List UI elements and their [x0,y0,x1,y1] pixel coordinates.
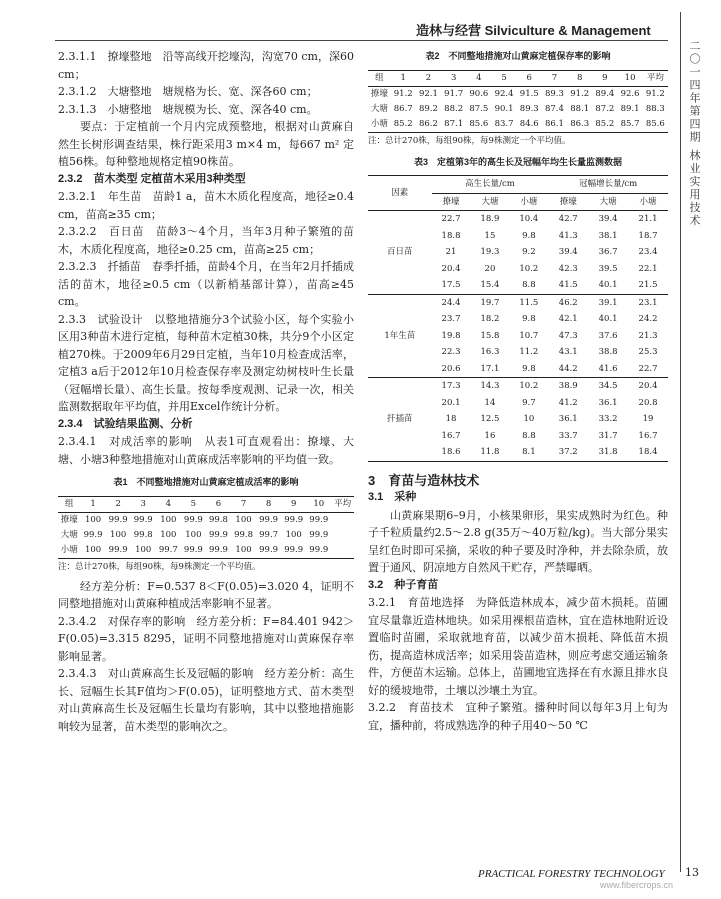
para-2-3-2-2: 2.3.2.2 百日苗 苗龄3～4个月，当年3月种子繁殖的苗木，木质化程度高，地径≥0.25 cm，苗高≥25 cm； [58,225,354,256]
table3-group-label: 扦插苗 [387,414,413,424]
table3-header-row [368,176,668,194]
table-cell: 92.4 [494,88,514,99]
table-cell: 19.8 [441,330,461,341]
table-cell: 25.3 [638,347,658,357]
table-cell: 22.3 [441,347,461,357]
table-cell: 21.5 [638,280,658,290]
table-cell: 90.1 [494,103,514,114]
table2-header: 6 [517,70,542,86]
table-cell: 31.8 [598,447,618,457]
table-cell: 40.1 [598,280,618,290]
table-cell: 100 [235,514,252,525]
heading-section-3: 3 育苗与造林技术 [368,472,480,488]
table3-subheader: 小塘 [509,193,548,211]
table-cell: 23.1 [638,297,658,308]
table-cell: 99.9 [256,543,281,559]
table1-header: 2 [106,496,131,512]
table-cell: 99.7 [156,543,181,559]
table-cell: 100 [285,529,302,540]
table-cell: 大塘 [60,529,78,540]
table1-header: 平均 [331,496,354,512]
table-cell: 16.3 [480,347,500,357]
table-cell: 12.5 [480,414,500,424]
table-cell: 18.9 [480,214,500,224]
table-row [368,378,668,395]
table-cell: 18.2 [480,314,500,324]
table-cell: 14.3 [480,381,500,391]
table-cell: 88.3 [645,103,665,114]
table-cell: 99.9 [284,514,304,525]
table1-header: 5 [181,496,206,512]
table-cell: 10.2 [519,381,539,391]
table-cell: 43.1 [558,347,578,357]
table-cell: 23.7 [441,314,461,324]
table-cell: 38.1 [598,230,618,241]
table-cell: 100 [160,529,177,540]
table-cell: 36.1 [558,414,578,424]
table-cell: 89.3 [544,88,564,99]
table-cell: 91.2 [570,88,590,99]
table-cell: 100 [110,529,127,540]
para-2-3-1-3: 2.3.1.3 小塘整地 塘规模为长、宽、深各40 cm。 [58,102,318,116]
table-cell: 15 [484,230,496,241]
table-cell: 44.2 [558,363,578,374]
table2-header: 9 [592,70,617,86]
table-cell: 88.2 [444,103,464,114]
table-cell: 99.9 [281,543,306,559]
table-cell: 83.7 [491,117,516,133]
table-cell: 10.2 [519,263,539,274]
table-cell: 9.8 [522,363,536,374]
table-cell: 20.4 [441,263,461,274]
table2-note: 注：总计270株，每组90株，每9株测定一个平均值。 [368,135,571,146]
table2-header: 4 [466,70,491,86]
table1-header: 7 [231,496,256,512]
table-cell: 18.6 [441,447,461,457]
para-2-3-2-1: 2.3.2.1 年生苗 苗龄1 a，苗木木质化程度高，地径≥0.4 cm，苗高≥35 cm； [58,190,354,221]
table-cell: 99.9 [133,514,153,525]
table1-header: 组 [58,496,81,512]
table-cell: 99.7 [259,529,279,540]
heading-3-1: 3.1 采种 [368,491,417,503]
table-cell: 41.3 [558,230,578,241]
table2-header: 3 [441,70,466,86]
table-cell: 99.9 [309,529,329,540]
table-cell: 11.2 [519,347,539,357]
table-cell: 99.9 [206,543,231,559]
table-cell: 21.3 [638,330,658,341]
table-cell: 8.8 [522,430,536,441]
table-cell: 37.6 [598,330,618,341]
table-cell: 17.1 [480,363,500,374]
table-cell: 16 [484,430,496,441]
running-header: 造林与经营 Silviculture & Management [416,23,651,38]
journal-footer: PRACTICAL FORESTRY TECHNOLOGY [478,868,665,880]
table-cell: 10.7 [519,330,539,341]
para-2-3-4-1: 2.3.4.1 对成活率的影响 从表1可直观看出：撩壕、大塘、小塘3种整地措施对山黄麻成活率影响的平均值一致。 [58,435,354,466]
table1-header: 3 [131,496,156,512]
table-row [368,294,668,311]
table-cell: 85.2 [592,117,617,133]
table-cell: 84.6 [517,117,542,133]
table-cell: 88.1 [570,103,590,114]
table-cell: 22.7 [441,214,461,224]
table1-header: 4 [156,496,181,512]
table-cell: 99.9 [183,514,203,525]
table-cell: 9.7 [522,397,536,408]
table-cell: 86.2 [416,117,441,133]
para-3-2-2: 3.2.2 育苗技术 宜种子繁殖。播种时间以每年3月上旬为宜，播种前，将成熟选净的种子用40～50 ℃ [368,701,668,732]
heading-2-3-2: 2.3.2 苗木类型 定植苗木采用3种类型 [58,172,246,185]
table-cell: 11.5 [519,297,539,308]
table-cell: 20.6 [441,363,461,374]
table-row [368,117,668,133]
table3-caption: 表3 定植第3年的高生长及冠幅年均生长量监测数据 [413,156,622,167]
table3 [368,175,668,462]
table2-header: 5 [491,70,516,86]
table2-caption: 表2 不同整地措施对山黄麻定植保存率的影响 [425,51,611,61]
table-cell: 撩壕 [60,514,78,525]
table-row [58,512,354,528]
table2-header: 10 [617,70,642,86]
table-cell: 37.2 [558,447,578,457]
page-number: 13 [685,866,699,879]
table-cell: 86.3 [567,117,592,133]
table-cell: 20.8 [638,397,658,408]
table-cell: 100 [81,543,106,559]
table-cell: 91.7 [444,88,464,99]
table3-subheader: 小塘 [628,193,668,211]
table-cell: 92.6 [620,88,640,99]
table-cell: 41.2 [558,397,578,408]
table3-group-label: 1年生苗 [384,330,416,341]
table-cell: 41.5 [558,280,578,290]
table2-header: 2 [416,70,441,86]
heading-3-2: 3.2 种子育苗 [368,578,439,591]
table-cell: 16.7 [638,430,658,441]
table-cell: 34.5 [598,381,618,391]
table-cell: 42.7 [558,214,578,224]
table-cell: 21.1 [638,214,658,224]
table-cell: 20.4 [638,381,658,391]
table1-header: 10 [306,496,331,512]
table-cell: 46.2 [558,297,578,308]
table-cell: 99.9 [306,543,331,559]
header-rule [55,40,668,41]
table-cell: 99.9 [309,514,329,525]
table-cell: 41.6 [598,363,618,374]
table-cell: 91.2 [393,88,413,99]
table-cell: 18.7 [638,230,658,241]
para-2-3-1-1: 2.3.1.1 撩壕整地 沿等高线开挖壕沟，沟宽70 cm，深60 cm； [58,50,354,81]
table-cell: 8.1 [522,447,536,457]
table-cell: 99.8 [208,514,228,525]
table-cell: 24.4 [441,297,461,308]
table2-header: 组 [368,70,391,86]
table-cell: 99.9 [181,543,206,559]
table-cell: 8.8 [522,280,536,290]
table-cell: 小塘 [368,117,391,133]
para-key-points: 要点：于定植前一个月内完成预整地，根据对山黄麻自然生长树形调查结果，株行距采用3 m×4 m，每667 m² 定植56株。每种整地规格定植90株苗。 [58,120,354,168]
table-cell: 86.7 [393,103,413,114]
table2-header: 8 [567,70,592,86]
table-cell: 24.2 [638,314,658,324]
table-cell: 19 [642,414,654,424]
table-cell: 10.4 [519,214,539,224]
table-cell: 86.1 [542,117,567,133]
table-row [368,102,668,117]
table-cell: 18.8 [441,230,461,241]
table-cell: 22.1 [638,263,658,274]
table-cell: 100 [131,543,156,559]
table-cell: 36.7 [598,247,618,257]
table-cell: 11.8 [480,447,500,457]
table-cell: 15.8 [480,330,500,341]
table-cell: 31.7 [598,430,618,441]
table-cell: 10 [523,414,535,424]
table-cell: 92.1 [418,88,438,99]
table3-subheader: 撩壕 [548,193,588,211]
table-cell: 100 [231,543,256,559]
table2 [368,70,668,133]
table2-header: 平均 [643,70,668,86]
table-row [58,543,354,559]
table-row [368,86,668,102]
para-2-3-4-3: 2.3.4.3 对山黄麻高生长及冠幅的影响 经方差分析：高生长、冠幅生长其F值均＞F(0.05)，证明整地方式、苗木类型对山黄麻高生长及冠幅生长量均有影响，其中以整地措施影响较为显著，苗木类型的影响次之。 [58,667,354,733]
table-cell: 42.1 [558,314,578,324]
table-cell: 42.3 [558,263,578,274]
table-cell: 20 [484,263,496,274]
table-cell: 99.9 [259,514,279,525]
table-cell: 9.8 [522,314,536,324]
table-cell: 38.9 [558,381,578,391]
table1 [58,496,354,559]
left-column [58,48,354,735]
table-cell: 100 [185,529,202,540]
table-cell: 22.7 [638,363,658,374]
table-cell: 39.4 [558,247,578,257]
table-cell: 87.5 [469,103,489,114]
table-cell: 17.5 [441,280,461,290]
table3-subheader: 大塘 [470,193,509,211]
table-cell: 大塘 [370,103,388,114]
table-cell: 33.2 [598,414,618,424]
table-cell: 85.6 [643,117,668,133]
table-cell: 85.6 [466,117,491,133]
table1-header-row [58,496,354,512]
table1-header: 9 [281,496,306,512]
table-cell: 9.2 [522,247,536,257]
table-cell: 99.9 [106,543,131,559]
table-cell: 90.6 [469,88,489,99]
table-cell: 40.1 [598,314,618,324]
table3-subheader: 大塘 [588,193,628,211]
table-cell [331,528,354,543]
table-cell: 36.1 [598,397,618,408]
table-cell: 87.1 [441,117,466,133]
table-cell: 33.7 [558,430,578,441]
table-cell: 19.3 [480,247,500,257]
para-3-1: 山黄麻果期6–9月，小核果卵形，果实成熟时为红色。种子千粒质量约2.5～2.8 g(35万～40万粒/kg)。当大部分果实呈红色时即可采摘，采收的种子要及时净种，并去除杂质，放置于通风、阴凉地方自然风干贮存，严禁曝晒。 [368,508,668,574]
table-cell: 85.7 [617,117,642,133]
table-cell: 16.7 [441,430,461,441]
table-cell: 20.1 [441,397,461,408]
para-2-3-2-3: 2.3.2.3 扦插苗 春季扦插，苗龄4个月，在当年2月扦插成活的苗木，地径≥0.5 cm（以新梢基部计算），苗高≥45 cm。 [58,260,354,308]
table-cell: 87.2 [595,103,615,114]
table-cell: 21 [445,247,457,257]
side-rule [680,12,681,872]
table-cell: 19.7 [480,297,500,308]
table-cell: 99.9 [108,514,128,525]
table-cell: 89.3 [519,103,539,114]
para-3-2-1: 3.2.1 育苗地选择 为降低造林成本，减少苗木损耗。苗圃宜尽量靠近造林地块。如采用裸根苗造林，宜在造林地附近设置临时苗圃，采取就地育苗，以减少苗木损耗、降低苗木损伤，提高造林成活率；如采用袋苗造林，则应考虑交通运输条件，方便苗木运输。总体上，苗圃地宜选择在有水源且排水良好的缓坡地带，土壤以沙壤土为宜。 [368,596,668,697]
table-cell: 91.5 [519,88,539,99]
table-cell: 89.4 [595,88,615,99]
para-anova-survival: 经方差分析：F=0.537 8＜F(0.05)=3.020 4，证明不同整地措施对山黄麻种植成活率影响不显著。 [58,579,354,610]
table2-header-row [368,70,668,86]
table-cell: 99.8 [234,529,253,540]
table-cell: 小塘 [58,543,81,559]
table-cell: 撩壕 [370,88,388,99]
table-cell: 89.2 [418,103,438,114]
table2-header: 7 [542,70,567,86]
table2-header: 1 [391,70,416,86]
para-2-3-4-2: 2.3.4.2 对保存率的影响 经方差分析：F=84.401 942＞F(0.05)=3.315 8295，证明不同整地措施对山黄麻保存率影响显著。 [58,614,354,663]
table-cell: 15.4 [480,280,500,290]
table1-header: 1 [81,496,106,512]
table3-factor-header: 因素 [368,176,432,211]
table3-group-label: 百日苗 [387,247,413,257]
heading-2-3-4: 2.3.4 试验结果监测、分析 [58,417,193,430]
table3-subheader: 撩壕 [432,193,471,211]
table-cell: 18.4 [638,447,658,457]
table-cell: 89.1 [620,103,640,114]
right-column [368,48,668,734]
table3-crown-group: 冠幅增长量/cm [548,176,668,194]
table-row [368,211,668,228]
table1-caption: 表1 不同整地措施对山黄麻定植成活率的影响 [113,477,299,487]
table-cell: 99.9 [83,529,103,540]
table-cell: 99.9 [208,529,228,540]
table-cell: 38.8 [598,347,618,357]
side-issue-label: 二〇一四年第四期 林业实用技术 [688,40,701,228]
table-cell: 39.4 [598,214,618,224]
table-cell: 47.3 [558,330,578,341]
table-row [58,528,354,543]
table-cell: 85.2 [391,117,416,133]
table-cell [331,543,354,559]
table-cell: 23.4 [638,247,658,257]
table-cell: 99.8 [133,529,153,540]
table-cell: 18 [445,414,457,424]
table1-header: 6 [206,496,231,512]
para-2-3-3: 2.3.3 试验设计 以整地措施分3个试验小区，每个实验小区用3种苗木进行定植，每种苗木定植30株，共分9个小区定植270株。于2009年6月29日定植，当年10月检查成活率，定植3 a后于2012年10月检查保存率及测定幼树枝叶生长量（冠幅增长量）、高生长量。按每季度观测、记录一次，相关监测数据取年平均值，并用Excel作统计分析。 [58,312,354,413]
para-2-3-1-2: 2.3.1.2 大塘整地 塘规格为长、宽、深各60 cm； [58,85,318,98]
table-cell: 39.1 [598,297,618,308]
table-cell: 100 [160,514,177,525]
table-cell: 39.5 [598,263,618,274]
table-cell: 87.4 [544,103,564,114]
table-cell: 17.3 [441,381,461,391]
table3-height-group: 高生长量/cm [432,176,549,194]
table1-note: 注：总计270株，每组90株，每9株测定一个平均值。 [58,561,261,572]
table-cell [331,512,354,528]
table-cell: 14 [484,397,496,408]
table1-header: 8 [256,496,281,512]
table-cell: 91.2 [645,88,665,99]
table-cell: 9.8 [522,230,536,241]
watermark: www.fibercrops.cn [600,880,674,890]
table-cell: 100 [84,514,102,525]
